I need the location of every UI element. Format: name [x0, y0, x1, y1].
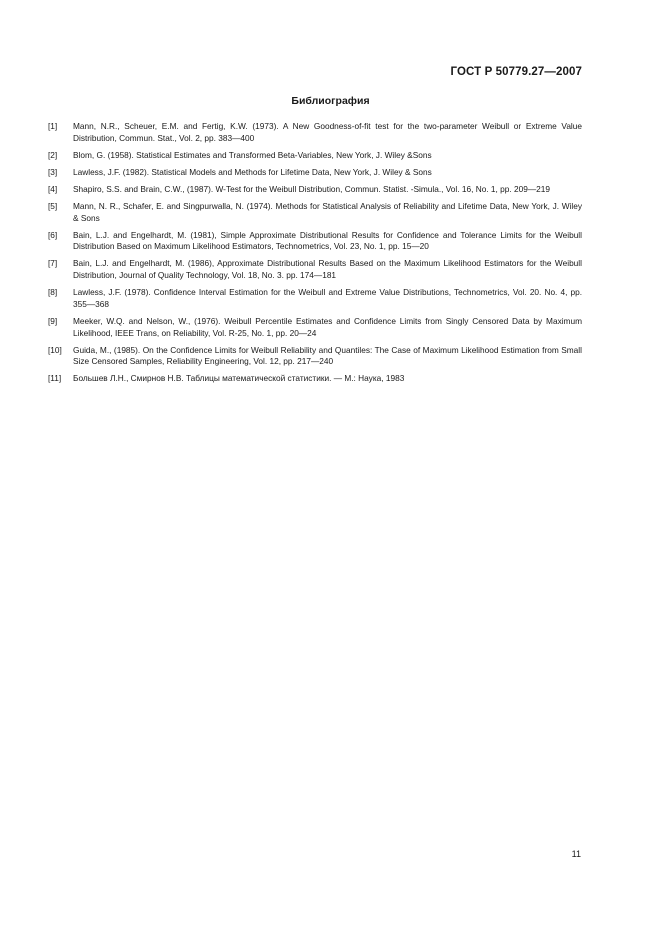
bibliography-entry: [48, 121, 582, 145]
entry-number: [3]: [48, 166, 58, 177]
bibliography-entry: [48, 167, 582, 179]
entry-number: [6]: [48, 229, 58, 240]
entry-text: Lawless, J.F. (1982). Statistical Models and Methods for Lifetime Data, New York, J. Wiley & Sons: [73, 166, 432, 177]
entry-number: [8]: [48, 287, 58, 298]
entry-text: Shapiro, S.S. and Brain, C.W., (1987). W-Test for the Weibull Distribution, Commun. Statist. -Simula., Vol. 16, No. 1, pp. 209—219: [73, 183, 550, 194]
entry-number: [9]: [48, 315, 58, 326]
entry-text: Mann, N. R., Schafer, E. and Singpurwalla, N. (1974). Methods for Statistical Analysis of Reliability and Lifetime Data, New York, J. Wiley & Sons: [73, 200, 582, 223]
section-title: Библиография: [291, 95, 370, 107]
bibliography-entry: [48, 316, 582, 340]
entry-text: Большев Л.Н., Смирнов Н.В. Таблицы математической статистики. — М.: Наука, 1983: [73, 373, 405, 384]
entry-number: [2]: [48, 149, 58, 160]
bibliography-list: [48, 121, 582, 390]
document-code: ГОСТ Р 50779.27—2007: [450, 66, 582, 78]
entry-text: Blom, G. (1958). Statistical Estimates and Transformed Beta-Variables, New York, J. Wiley &Sons: [73, 149, 432, 160]
bibliography-entry: [48, 150, 582, 162]
entry-text: Meeker, W.Q. and Nelson, W., (1976). Weibull Percentile Estimates and Confidence Limits from Singly Censored Data by Maximum Likelihood, IEEE Trans, on Reliability, Vol. R-25, No. 1, pp. 20—24: [73, 315, 582, 338]
bibliography-entry: [48, 373, 582, 385]
entry-text: Mann, N.R., Scheuer, E.M. and Fertig, K.W. (1973). A New Goodness-of-fit test for the two-parameter Weibull or Extreme Value Distribution, Commun. Stat., Vol. 2, pp. 383—400: [73, 121, 582, 143]
entry-number: [4]: [48, 183, 58, 194]
bibliography-entry: [48, 258, 582, 282]
entry-number: [5]: [48, 200, 58, 211]
bibliography-entry: [48, 184, 582, 196]
entry-text: Lawless, J.F. (1978). Confidence Interval Estimation for the Weibull and Extreme Value Distributions, Technometrics, Vol. 20. No. 4, pp. 355—368: [73, 287, 582, 309]
bibliography-entry: [48, 345, 582, 369]
page-number: 11: [571, 849, 581, 859]
entry-number: [10]: [48, 344, 62, 355]
bibliography-entry: [48, 230, 582, 254]
entry-number: [11]: [48, 373, 62, 384]
entry-text: Guida, M., (1985). On the Confidence Limits for Weibull Reliability and Quantiles: The Case of Maximum Likelihood Estimation from Small Size Censored Samples, Reliability Engineering, Vol. 12, pp. 217—240: [73, 344, 582, 367]
bibliography-entry: [48, 201, 582, 225]
entry-number: [7]: [48, 258, 58, 269]
entry-number: [1]: [48, 121, 58, 131]
bibliography-entry: [48, 287, 582, 311]
entry-text: Bain, L.J. and Engelhardt, M. (1986), Approximate Distributional Results Based on the Maximum Likelihood Estimators for the Weibull Distribution, Journal of Quality Technology, Vol. 18, No. 3. pp. 174—181: [73, 258, 582, 281]
entry-text: Bain, L.J. and Engelhardt, M. (1981), Simple Approximate Distributional Results for Confidence and Tolerance Limits for the Weibull Distribution Based on Maximum Likelihood Estimators, Technometrics, Vol. 23, No. 1, pp. 15—20: [73, 229, 582, 252]
